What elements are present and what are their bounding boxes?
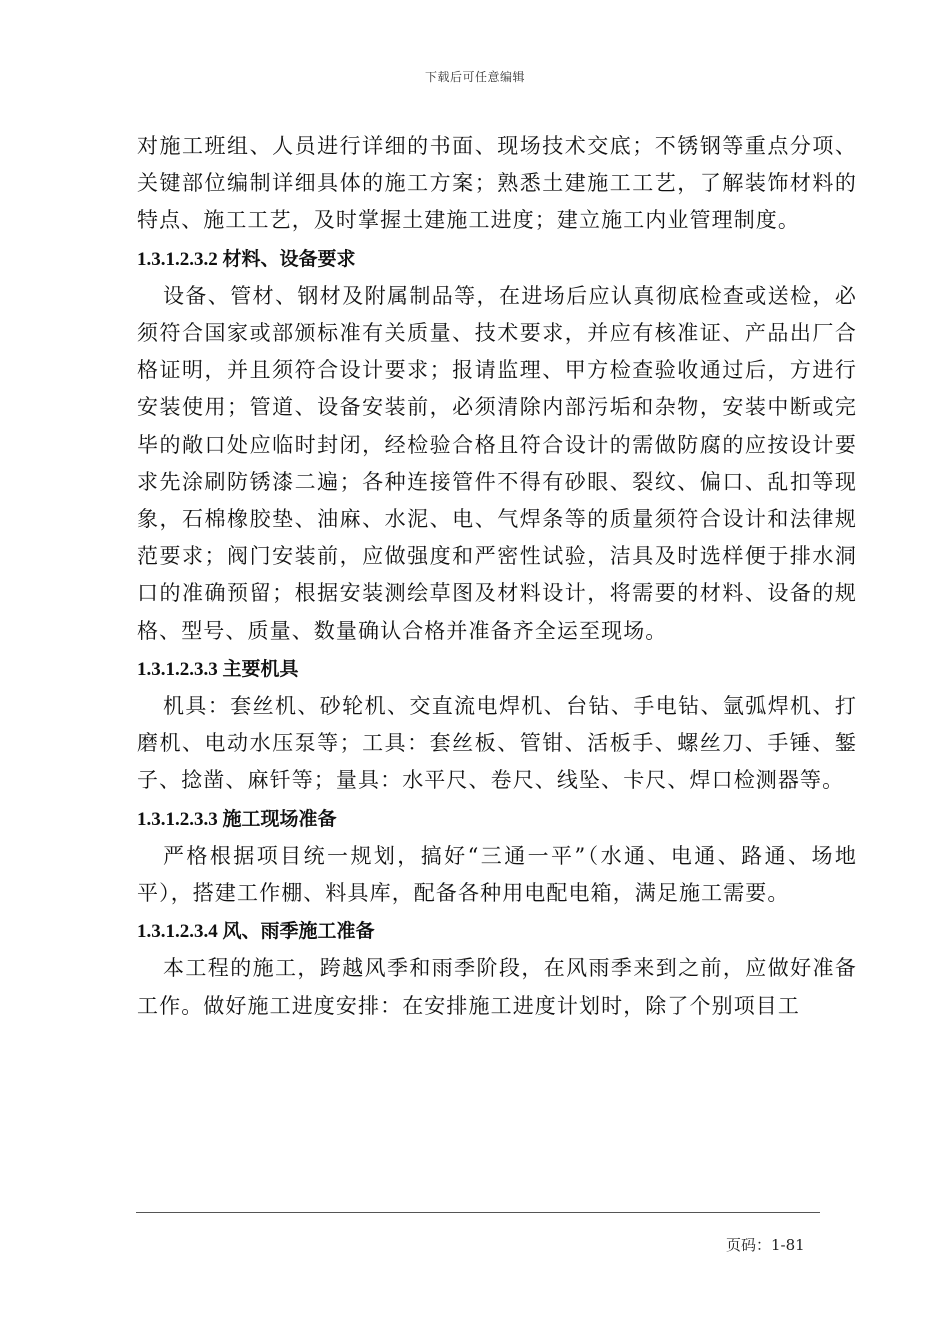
page-number: 页码：1-81 bbox=[726, 1236, 805, 1254]
page-header: 下载后可任意编辑 bbox=[424, 70, 525, 84]
heading-site-preparation: 1.3.1.2.3.3 施工现场准备 bbox=[137, 808, 337, 830]
paragraph-wind-rain-season: 本工程的施工，跨越风季和雨季阶段，在风雨季来到之前，应做好准备工作。做好施工进度安排：在安排施工进度计划时，除了个别项目工 bbox=[137, 956, 857, 1018]
paragraph-materials-equipment: 设备、管材、钢材及附属制品等，在进场后应认真彻底检查或送检，必须符合国家或部颁标准有关质量、技术要求，并应有核准证、产品出厂合格证明，并且须符合设计要求；报请监理、甲方检查验收通过后，方进行安装使用；管道、设备安装前，必须清除内部污垢和杂物，安装中断或完毕的敞口处应临时封闭，经检验合格且符合设计的需做防腐的应按设计要求先涂刷防锈漆二遍；各种连接管件不得有砂眼、裂纹、偏口、乱扣等现象，石棉橡胶垫、油麻、水泥、电、气焊条等的质量须符合设计和法律规范要求；阀门安装前，应做强度和严密性试验，洁具及时选样便于排水洞口的准确预留；根据安装测绘草图及材料设计，将需要的材料、设备的规格、型号、质量、数量确认合格并准备齐全运至现场。 bbox=[137, 283, 857, 643]
paragraph-site-preparation: 严格根据项目统一规划，搞好“三通一平”（水通、电通、路通、场地平），搭建工作棚、料具库，配备各种用电配电箱，满足施工需要。 bbox=[137, 843, 857, 906]
paragraph-main-tools: 机具：套丝机、砂轮机、交直流电焊机、台钻、手电钻、氩弧焊机、打磨机、电动水压泵等；工具：套丝板、管钳、活板手、螺丝刀、手锤、錾子、捻凿、麻钎等；量具：水平尺、卷尺、线坠、卡尺、焊口检测器等。 bbox=[137, 694, 857, 793]
document-body bbox=[137, 128, 857, 1025]
heading-main-tools: 1.3.1.2.3.3 主要机具 bbox=[137, 658, 299, 680]
heading-wind-rain-season: 1.3.1.2.3.4 风、雨季施工准备 bbox=[137, 921, 375, 943]
heading-materials-equipment: 1.3.1.2.3.2 材料、设备要求 bbox=[137, 248, 356, 270]
paragraph-intro: 对施工班组、人员进行详细的书面、现场技术交底；不锈钢等重点分项、关键部位编制详细具体的施工方案；熟悉土建施工工艺，了解装饰材料的特点、施工工艺，及时掌握土建施工进度；建立施工内业管理制度。 bbox=[137, 134, 857, 233]
footer-divider bbox=[136, 1212, 820, 1213]
